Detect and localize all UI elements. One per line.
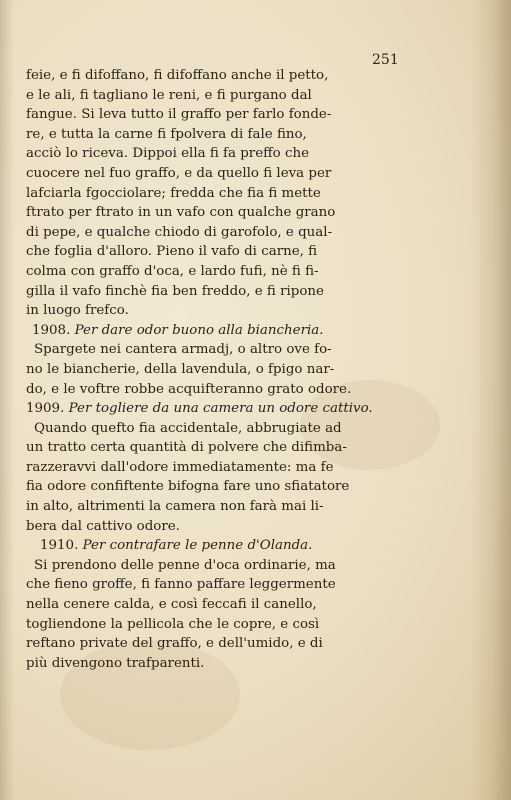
text-line: acciò lo riceva. Dippoi ella fi fa preffo che <box>26 146 310 162</box>
text-line: fia odore confiftente bifogna fare uno sfiatatore <box>26 479 350 495</box>
text-line: reftano private del graffo, e dell'umido, e di <box>26 636 323 652</box>
section-title: Per togliere da una camera un odore cattivo. <box>68 401 373 417</box>
text-line: togliendone la pellicola che le copre, e così <box>26 616 320 632</box>
text-line: colma con graffo d'oca, e lardo fufi, nè fi fi- <box>26 263 319 279</box>
text-line: lafciarla fgocciolare; fredda che fia fi mette <box>26 185 321 201</box>
text-line: Spargete nei cantera armadj, o altro ove fo- <box>34 342 332 358</box>
text-line: feie, e fi difoffano, fi difoffano anche il petto, <box>26 68 329 83</box>
text-line: un tratto certa quantità di polvere che difimba- <box>26 440 347 456</box>
text-line: ftrato per ftrato in un vafo con qualche grano <box>26 205 336 221</box>
section-number: 1908. <box>32 322 71 338</box>
text-line: cuocere nel fuo graffo, e da quello fi leva per <box>26 165 332 181</box>
text-line: Si prendono delle penne d'oca ordinarie, ma <box>34 557 336 573</box>
text-line: in alto, altrimenti la camera non farà mai li- <box>26 499 324 515</box>
text-line: Quando quefto fia accidentale, abbrugiate ad <box>34 420 342 436</box>
page-text <box>26 66 408 673</box>
section-heading <box>26 399 408 419</box>
text-line: in luogo frefco. <box>26 303 129 319</box>
section-heading <box>26 321 408 341</box>
text-line: razzeravvi dall'odore immediatamente: ma fe <box>26 459 334 475</box>
section-title: Per contrafare le penne d'Olanda. <box>82 538 313 554</box>
text-line: fangue. Si leva tutto il graffo per farlo fonde- <box>26 107 332 123</box>
section-title: Per dare odor buono alla biancheria. <box>74 322 324 338</box>
section-heading <box>26 536 408 556</box>
text-line: di pepe, e qualche chiodo di garofolo, e qual- <box>26 224 333 240</box>
text-line: che fieno groffe, fi fanno paffare leggermente <box>26 577 336 593</box>
page-number: 251 <box>372 52 399 68</box>
text-line: che foglia d'alloro. Pieno il vafo di carne, fi <box>26 244 318 260</box>
text-line: no le biancherie, della lavendula, o fpigo nar- <box>26 361 335 377</box>
text-line: nella cenere calda, e così feccafi il canello, <box>26 597 317 613</box>
text-line: gilla il vafo finchè fia ben freddo, e fi ripone <box>26 283 324 299</box>
text-line: do, e le voftre robbe acquifteranno grato odore. <box>26 381 352 397</box>
section-number: 1909. <box>26 401 65 417</box>
text-line: bera dal cattivo odore. <box>26 518 180 534</box>
text-line: e le ali, fi tagliano le reni, e fi purgano dal <box>26 87 312 103</box>
page-gutter-shadow <box>0 0 14 800</box>
page-edge-shadow <box>471 0 511 800</box>
text-line: re, e tutta la carne fi fpolvera di fale fino, <box>26 126 307 142</box>
section-number: 1910. <box>40 538 79 554</box>
text-line: più divengono trafparenti. <box>26 655 205 671</box>
